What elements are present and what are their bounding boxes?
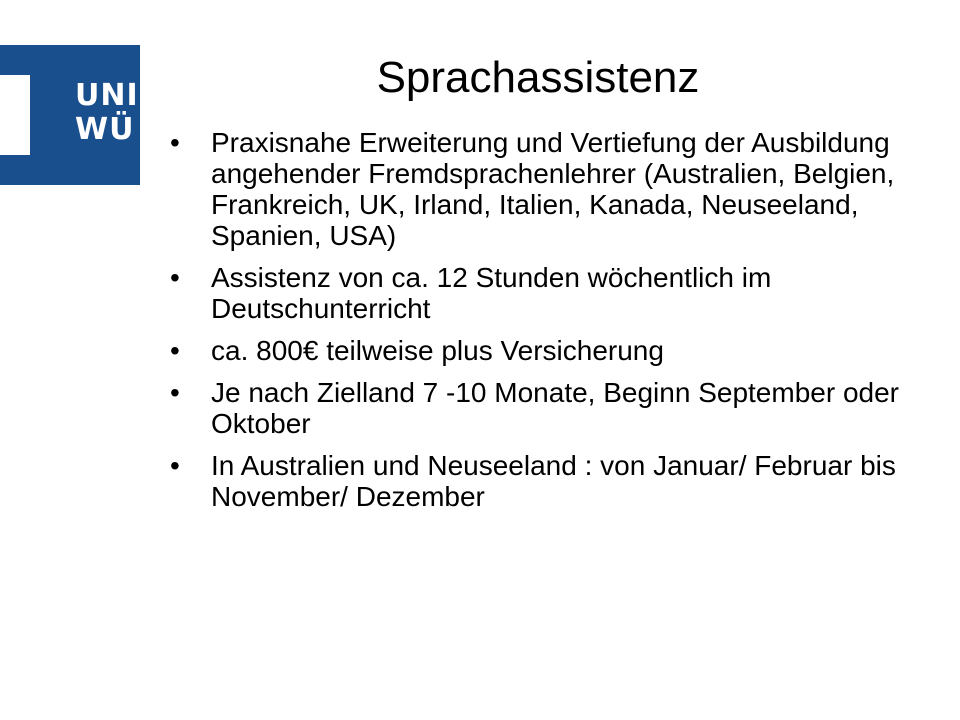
bullet-item: • Praxisnahe Erweiterung und Vertiefung der Ausbildung angehender Fremdsprachenlehrer (Australien, Belgien, Frankreich, UK, Irland, Italien, Kanada, Neuseeland, Spanien, USA) — [170, 127, 900, 251]
bullet-item: • Je nach Zielland 7 -10 Monate, Beginn September oder Oktober — [170, 377, 900, 439]
bullet-item: • ca. 800€ teilweise plus Versicherung — [170, 335, 900, 366]
logo-line-2: WÜ — [75, 112, 135, 147]
bullet-item: • Assistenz von ca. 12 Stunden wöchentlich im Deutschunterricht — [170, 262, 900, 324]
slide-title: Sprachassistenz — [376, 53, 700, 102]
bullet-list — [170, 127, 900, 523]
logo-line-1: UNI — [75, 78, 139, 113]
bullet-item: • In Australien und Neuseeland : von Januar/ Februar bis November/ Dezember — [170, 450, 900, 512]
